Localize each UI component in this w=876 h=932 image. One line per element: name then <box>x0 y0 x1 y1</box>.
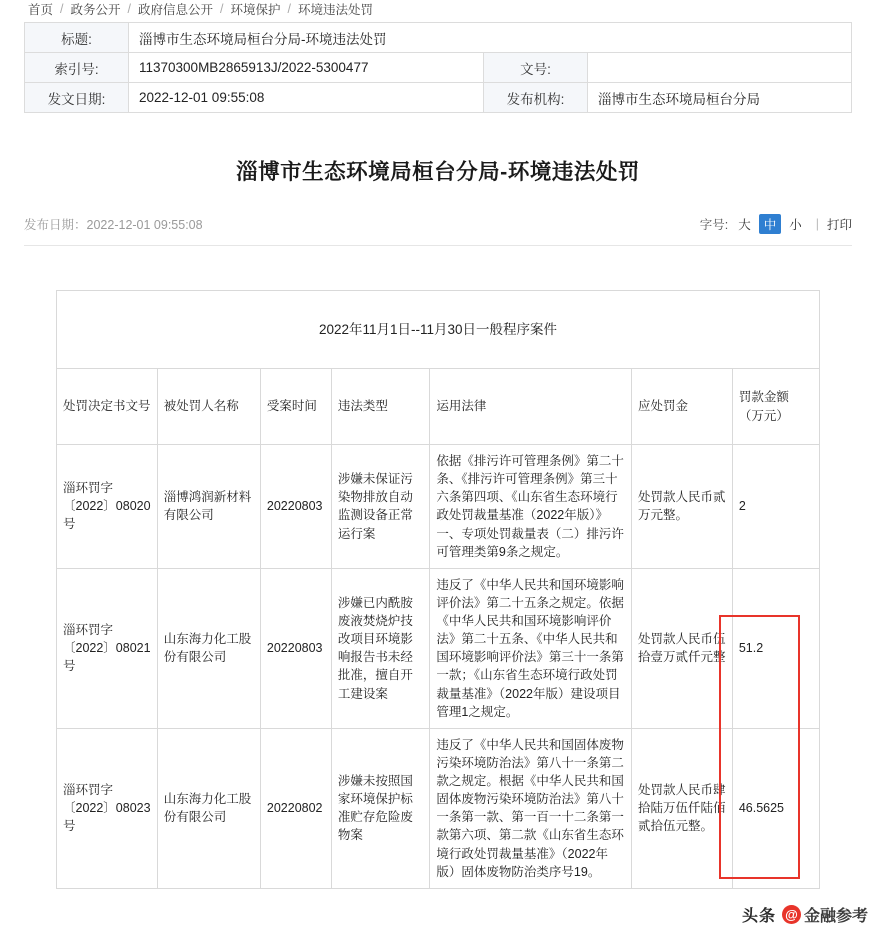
info-value-date: 2022-12-01 09:55:08 <box>129 83 484 113</box>
cell-violation: 涉嫌未保证污染物排放自动监测设备正常运行案 <box>331 445 430 569</box>
info-value-agency: 淄博市生态环境局桓台分局 <box>588 83 852 113</box>
penalty-table <box>56 290 820 889</box>
header-fine-text: 应处罚金 <box>632 369 733 445</box>
cell-violation: 涉嫌已内酰胺废液焚烧炉技改项目环境影响报告书未经批准，擅自开工建设案 <box>331 568 430 728</box>
watermark-logo: 头条 <box>741 908 776 925</box>
info-row-title <box>25 23 852 53</box>
font-size-small-button[interactable]: 小 <box>789 218 802 232</box>
cell-doc-no: 淄环罚字〔2022〕08020号 <box>57 445 158 569</box>
cell-name: 山东海力化工股份有限公司 <box>157 568 260 728</box>
breadcrumb-separator: / <box>127 2 131 16</box>
cell-date: 20220802 <box>260 728 331 888</box>
breadcrumb <box>0 0 876 18</box>
cell-fine-text: 处罚款人民币肆拾陆万伍仟陆佰贰拾伍元整。 <box>632 728 733 888</box>
cell-violation: 涉嫌未按照国家环境保护标准贮存危险废物案 <box>331 728 430 888</box>
breadcrumb-item-4[interactable]: 环境违法处罚 <box>298 3 374 17</box>
document-info-section <box>0 18 876 113</box>
table-row <box>57 445 820 569</box>
info-row-date <box>25 83 852 113</box>
header-amount: 罚款金额（万元） <box>732 369 819 445</box>
penalty-table-section <box>56 290 820 889</box>
document-meta-row <box>24 214 852 246</box>
info-row-index <box>25 53 852 83</box>
cell-doc-no: 淄环罚字〔2022〕08021号 <box>57 568 158 728</box>
info-label-index: 索引号: <box>25 53 129 83</box>
info-value-index: 11370300MB2865913J/2022-5300477 <box>129 53 484 83</box>
cell-amount: 2 <box>732 445 819 569</box>
info-label-title: 标题: <box>25 23 129 53</box>
cell-amount: 46.5625 <box>732 728 819 888</box>
font-size-controls <box>700 214 852 234</box>
info-label-agency: 发布机构: <box>484 83 588 113</box>
cell-name: 淄博鸿润新材料有限公司 <box>157 445 260 569</box>
cell-law: 违反了《中华人民共和国环境影响评价法》第二十五条之规定。依据《中华人民共和国环境影响评价法》第二十五条、《中华人民共和国环境影响评价法》第三十一条第一款；《山东省生态环境行政处罚裁量基准》（2022年版）建设项目管理1之规定。 <box>430 568 632 728</box>
penalty-table-header-row <box>57 369 820 445</box>
watermark-at-icon: @ <box>782 905 801 924</box>
cell-fine-text: 处罚款人民币贰万元整。 <box>632 445 733 569</box>
publish-date-label: 发布日期： <box>24 218 87 232</box>
font-size-medium-button[interactable]: 中 <box>759 214 782 234</box>
watermark-text: 金融参考 <box>803 908 868 925</box>
header-name: 被处罚人名称 <box>157 369 260 445</box>
info-label-docno: 文号: <box>484 53 588 83</box>
info-value-docno <box>588 53 852 83</box>
cell-name: 山东海力化工股份有限公司 <box>157 728 260 888</box>
header-doc-no: 处罚决定书文号 <box>57 369 158 445</box>
page-title: 淄博市生态环境局桓台分局-环境违法处罚 <box>236 160 640 184</box>
meta-divider: | <box>815 217 819 231</box>
print-button[interactable]: 打印 <box>826 218 852 232</box>
font-size-large-button[interactable]: 大 <box>738 218 751 232</box>
cell-amount: 51.2 <box>732 568 819 728</box>
breadcrumb-separator: / <box>220 2 224 16</box>
breadcrumb-separator: / <box>60 2 64 16</box>
cell-law: 违反了《中华人民共和国固体废物污染环境防治法》第八十一条第二款之规定。根据《中华人民共和国固体废物污染环境防治法》第八十一条第一款、第一百一十二条第一款第六项、第二款《山东省生态环境行政处罚裁量基准》（2022年版）固体废物防治类序号19。 <box>430 728 632 888</box>
cell-date: 20220803 <box>260 568 331 728</box>
table-row <box>57 568 820 728</box>
table-row <box>57 728 820 888</box>
cell-date: 20220803 <box>260 445 331 569</box>
penalty-table-banner: 2022年11月1日--11月30日一般程序案件 <box>57 291 820 369</box>
publish-date-value: 2022-12-01 09:55:08 <box>86 218 203 232</box>
header-date: 受案时间 <box>260 369 331 445</box>
info-label-date: 发文日期: <box>25 83 129 113</box>
header-violation: 违法类型 <box>331 369 430 445</box>
penalty-table-banner-row <box>57 291 820 369</box>
cell-law: 依据《排污许可管理条例》第二十条、《排污许可管理条例》第三十六条第四项、《山东省生态环境行政处罚裁量基准（2022年版）》一、专项处罚裁量表（二）排污许可管理类第9条之规定。 <box>430 445 632 569</box>
header-law: 运用法律 <box>430 369 632 445</box>
breadcrumb-item-3[interactable]: 环境保护 <box>230 3 281 17</box>
breadcrumb-separator: / <box>287 2 291 16</box>
watermark <box>742 903 868 926</box>
cell-fine-text: 处罚款人民币伍拾壹万贰仟元整 <box>632 568 733 728</box>
info-value-title: 淄博市生态环境局桓台分局-环境违法处罚 <box>129 23 852 53</box>
breadcrumb-item-2[interactable]: 政府信息公开 <box>138 3 214 17</box>
document-info-table <box>24 22 852 113</box>
breadcrumb-item-0[interactable]: 首页 <box>28 3 54 17</box>
breadcrumb-item-1[interactable]: 政务公开 <box>70 3 121 17</box>
cell-doc-no: 淄环罚字〔2022〕08023号 <box>57 728 158 888</box>
font-size-label: 字号: <box>699 218 729 232</box>
publish-date-block <box>24 215 203 233</box>
